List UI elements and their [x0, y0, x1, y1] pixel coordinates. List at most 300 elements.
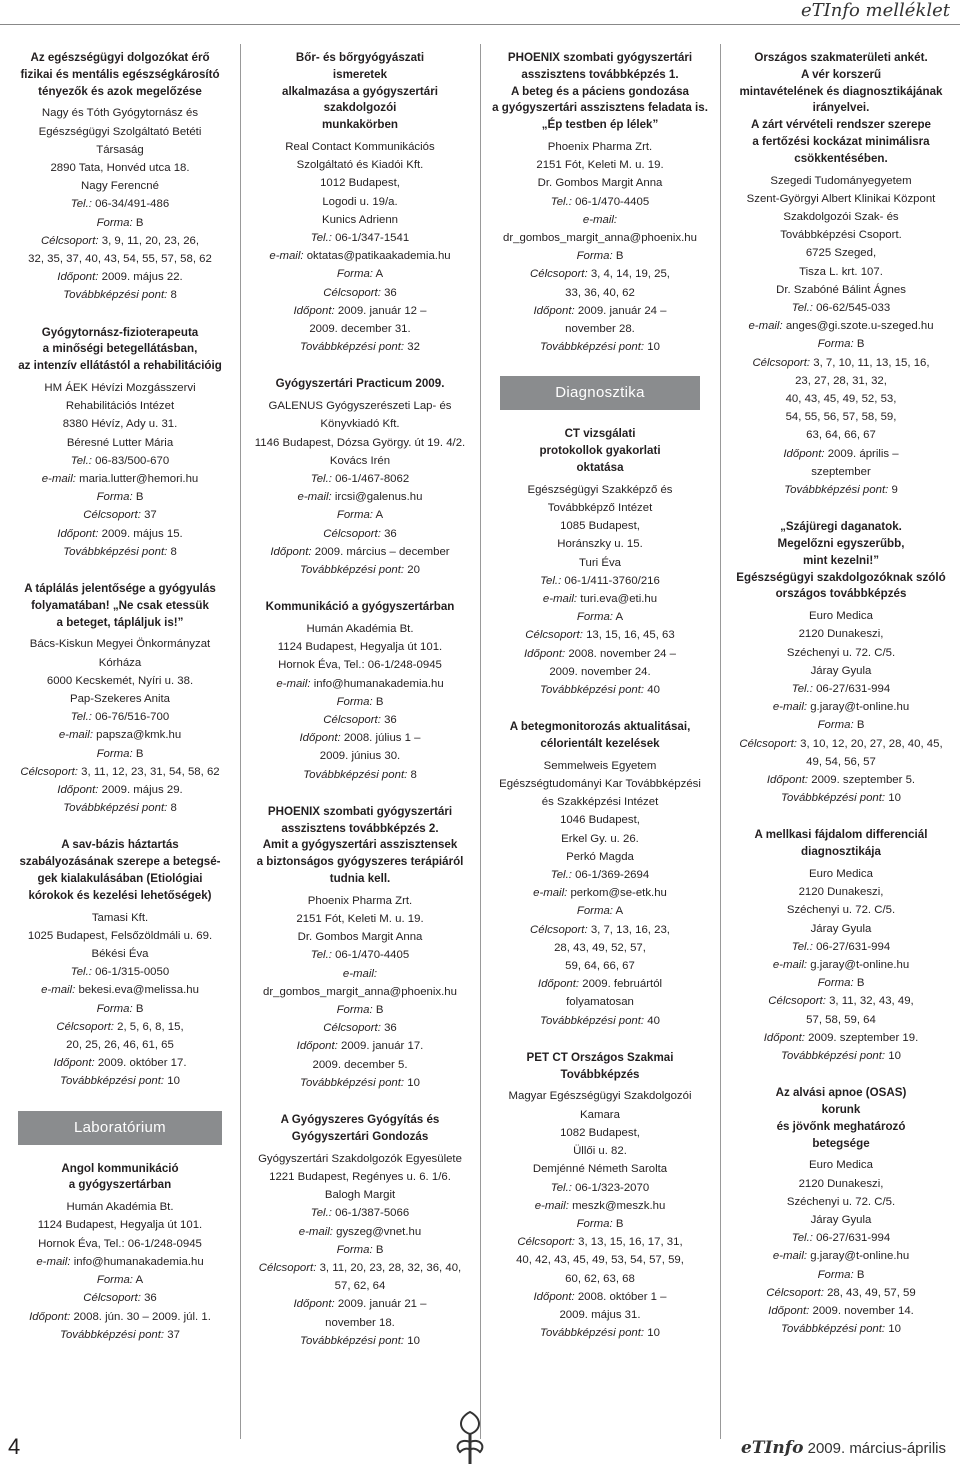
detail-line [246, 1332, 474, 1350]
detail-line [486, 993, 714, 1011]
detail-line [4, 1198, 236, 1216]
course-title-line: PHOENIX szombati gyógyszertári [267, 804, 453, 818]
detail-value: 32, 35, 37, 40, 43, 54, 55, 57, 58, 62 [28, 253, 212, 266]
course-entry [246, 1112, 474, 1350]
detail-line [726, 263, 956, 281]
detail-value: B [135, 1002, 144, 1015]
detail-label: Tel.: [550, 195, 572, 208]
course-title-line: Továbbképzés [560, 1067, 640, 1081]
detail-value[interactable]: gyszeg@vnet.hu [336, 1225, 422, 1238]
detail-value: B [615, 1217, 624, 1230]
detail-line [246, 1150, 474, 1168]
course-entry [4, 581, 236, 817]
course-title [246, 376, 474, 393]
section-header: Laboratórium [18, 1111, 222, 1145]
detail-line [246, 434, 474, 452]
column-divider [240, 44, 241, 1439]
detail-line [486, 535, 714, 553]
detail-label: Időpont: [296, 1040, 338, 1053]
detail-line [726, 1047, 956, 1065]
detail-line [726, 281, 956, 299]
detail-line [246, 1001, 474, 1019]
detail-value: 06-1/470-4405 [575, 195, 650, 208]
detail-value: B [135, 747, 144, 760]
detail-value: Egészségtudományi Kar Továbbképzési [499, 778, 701, 791]
detail-line [486, 211, 714, 229]
detail-label: Időpont: [270, 545, 312, 558]
detail-value: 2009. május 15. [101, 527, 183, 540]
detail-value: Széchenyi u. 72. C/5. [786, 904, 896, 917]
detail-value: 2009. május 22. [101, 271, 183, 284]
course-title [246, 804, 474, 888]
detail-value: Szent-Györgyi Albert Klinikai Központ [746, 192, 936, 205]
detail-value: 06-1/411-3760/216 [564, 574, 660, 587]
detail-line [4, 250, 236, 268]
detail-label: Forma: [817, 719, 854, 732]
detail-label: e-mail: [342, 967, 378, 980]
detail-line [486, 284, 714, 302]
course-title-line: tudnia kell. [329, 872, 391, 886]
detail-value[interactable]: anges@gi.szote.u-szeged.hu [785, 320, 934, 333]
detail-value: 06-76/516-700 [95, 711, 170, 724]
detail-label: Időpont: [533, 304, 575, 317]
detail-value[interactable]: dr_gombos_margit_anna@phoenix.hu [503, 232, 697, 244]
detail-line [726, 445, 956, 463]
detail-value[interactable]: dr_gombos_margit_anna@phoenix.hu [263, 985, 457, 998]
detail-label: Időpont: [293, 1298, 335, 1311]
course-title [486, 50, 714, 134]
detail-line [486, 499, 714, 517]
detail-value: 2009. szeptember 5. [811, 774, 916, 787]
detail-line [486, 757, 714, 775]
detail-line [486, 645, 714, 663]
detail-line [726, 644, 956, 662]
detail-line [486, 775, 714, 793]
detail-label: Tel.: [540, 574, 562, 587]
detail-value: 1124 Budapest, Hegyalja út 101. [277, 641, 443, 654]
course-entry [246, 50, 474, 356]
course-entry [486, 719, 714, 1030]
detail-line [246, 415, 474, 433]
detail-line [486, 229, 714, 247]
detail-value: 06-1/387-5066 [335, 1207, 410, 1220]
detail-line [726, 481, 956, 499]
detail-line [4, 452, 236, 470]
detail-value: 36 [384, 286, 397, 299]
detail-line [486, 681, 714, 699]
course-title-line: A beteg és a páciens gondozása [510, 84, 690, 98]
column-3 [486, 50, 714, 1362]
detail-value: 3, 7, 13, 16, 23, [590, 923, 670, 936]
detail-value: 2120 Dunakeszi, [798, 628, 884, 641]
detail-value: 3, 11, 12, 23, 31, 54, 58, 62 [81, 765, 220, 778]
detail-value[interactable]: bekesi.eva@melissa.hu [78, 984, 199, 997]
detail-line [4, 763, 236, 781]
detail-value: B [856, 338, 865, 351]
detail-line [4, 672, 236, 690]
detail-value: 3, 7, 10, 11, 13, 15, 16, [813, 356, 930, 369]
detail-line [726, 426, 956, 444]
detail-line [246, 470, 474, 488]
detail-value: 2009. január 21 – [337, 1298, 427, 1311]
detail-value: 10 [888, 1050, 901, 1063]
course-title-line: a minőségi betegellátásban, [42, 342, 198, 356]
detail-value[interactable]: info@humanakademia.hu [313, 677, 444, 690]
detail-value[interactable]: g.jaray@t-online.hu [810, 1250, 910, 1263]
detail-line [726, 920, 956, 938]
detail-value[interactable]: info@humanakademia.hu [73, 1255, 204, 1268]
detail-value[interactable]: g.jaray@t-online.hu [810, 959, 910, 972]
detail-line [726, 698, 956, 716]
detail-label: Forma: [817, 1268, 854, 1281]
detail-line [246, 1186, 474, 1204]
detail-line [726, 938, 956, 956]
detail-line [246, 1037, 474, 1055]
course-title-line: a gyógyszertárban [68, 1178, 172, 1192]
footer-date: 2009. március-április [807, 1440, 946, 1457]
detail-line [4, 286, 236, 304]
detail-value: Logodi u. 19/a. [322, 195, 398, 208]
column-4 [726, 50, 956, 1359]
detail-value: 3, 11, 20, 23, 28, 32, 36, 40, [319, 1261, 462, 1274]
detail-value: Dr. Gombos Margit Anna [297, 931, 423, 944]
detail-line [4, 799, 236, 817]
detail-line [726, 974, 956, 992]
detail-line [486, 1142, 714, 1160]
detail-label: Időpont: [57, 784, 99, 797]
detail-value: Dr. Szabóné Bálint Ágnes [776, 283, 906, 296]
detail-value: 2008. jún. 30 – 2009. júl. 1. [73, 1310, 211, 1323]
detail-line [246, 488, 474, 506]
detail-label: Forma: [336, 1004, 373, 1017]
course-entry [4, 1161, 236, 1344]
detail-value[interactable]: papsza@kmk.hu [96, 729, 182, 742]
detail-value: 8 [410, 768, 417, 781]
detail-value: Euro Medica [809, 1159, 873, 1172]
detail-line [4, 635, 236, 653]
column-1 [4, 50, 236, 1364]
detail-value: 2008. október 1 – [577, 1290, 667, 1303]
course-title-line: Gyógytornász-fizioterapeuta [41, 325, 199, 339]
detail-line [4, 1072, 236, 1090]
detail-value: Széchenyi u. 72. C/5. [786, 1195, 896, 1208]
course-title-line: alkalmazása a gyógyszertári [282, 84, 438, 98]
detail-line [4, 123, 236, 141]
detail-label: Tel.: [70, 198, 92, 211]
detail-value: november 28. [565, 323, 635, 336]
detail-line [4, 927, 236, 945]
detail-line [726, 244, 956, 262]
course-title-line: PET CT Országos Szakmai [526, 1050, 674, 1064]
detail-line [4, 195, 236, 213]
detail-value: Euro Medica [809, 610, 873, 623]
detail-label: Forma: [576, 611, 613, 624]
detail-value: 2890 Tata, Honvéd utca 18. [50, 162, 190, 174]
detail-label: Forma: [576, 250, 613, 263]
detail-value: Járay Gyula [810, 1214, 872, 1227]
detail-value: Magyar Egészségügyi Szakdolgozói [508, 1090, 692, 1103]
detail-value[interactable]: ircsi@galenus.hu [334, 491, 423, 504]
detail-label: Forma: [817, 977, 854, 990]
detail-line [726, 317, 956, 335]
detail-value: 8 [170, 545, 177, 558]
detail-label: Célcsoport: [323, 527, 381, 540]
detail-value: 10 [167, 1075, 180, 1088]
detail-value: 1146 Budapest, Dózsa György. út 19. 4/2. [254, 436, 466, 449]
detail-line [246, 1019, 474, 1037]
section-header: Diagnosztika [500, 376, 700, 410]
detail-label: Célcsoport: [323, 1022, 381, 1035]
detail-value: B [615, 250, 624, 263]
detail-value: Dr. Gombos Margit Anna [537, 177, 663, 190]
detail-line [4, 909, 236, 927]
detail-line [4, 963, 236, 981]
detail-value: 2009. október 17. [97, 1057, 187, 1070]
detail-label: Továbbképzési pont: [781, 1323, 886, 1336]
course-title-line: betegsége [812, 1136, 870, 1150]
detail-value: 40, 42, 43, 45, 49, 53, 54, 57, 59, [516, 1254, 684, 1267]
detail-value: 3, 9, 11, 20, 23, 26, [101, 234, 200, 247]
detail-label: Célcsoport: [323, 286, 381, 299]
detail-value: Humán Akadémia Bt. [66, 1201, 174, 1214]
detail-value: 2009. november 14. [812, 1305, 914, 1318]
detail-line [246, 543, 474, 561]
detail-line [726, 1193, 956, 1211]
detail-value: B [856, 977, 865, 990]
course-entry [726, 519, 956, 807]
course-title-line: Gyógyszertári Gondozás [291, 1129, 429, 1143]
course-title-line: mint kezelni!” [802, 553, 880, 567]
detail-line [4, 708, 236, 726]
detail-line [726, 901, 956, 919]
detail-label: Továbbképzési pont: [540, 684, 645, 697]
detail-value: 60, 62, 63, 68 [565, 1272, 635, 1285]
detail-line [726, 1302, 956, 1320]
detail-line [246, 302, 474, 320]
detail-line [4, 177, 236, 195]
detail-label: Forma: [96, 747, 133, 760]
detail-value: 36 [384, 1022, 397, 1035]
detail-value: 06-1/323-2070 [575, 1181, 650, 1194]
detail-label: Tel.: [310, 949, 332, 962]
detail-value: 32 [407, 341, 420, 354]
detail-value: Békési Éva [91, 948, 149, 961]
detail-value: szeptember [811, 465, 871, 478]
detail-line [726, 463, 956, 481]
course-entry [246, 376, 474, 579]
detail-line [246, 656, 474, 674]
detail-line [246, 193, 474, 211]
detail-value: 1082 Budapest, [560, 1126, 640, 1139]
detail-line [486, 590, 714, 608]
detail-line [246, 1204, 474, 1222]
detail-label: Időpont: [53, 1057, 95, 1070]
course-entry [726, 50, 956, 499]
detail-value: 3, 4, 14, 19, 25, [590, 268, 670, 281]
detail-label: Időpont: [768, 1305, 810, 1318]
detail-value: 28, 43, 49, 57, 59 [827, 1286, 916, 1299]
course-title-line: célorientált kezelések [540, 737, 660, 751]
detail-label: e-mail: [534, 1199, 569, 1212]
course-title [4, 325, 236, 375]
detail-line [726, 354, 956, 372]
detail-value: 8 [170, 802, 177, 815]
detail-value: Bács-Kiskun Megyei Önkormányzat [29, 638, 211, 651]
course-title-line: A sav-bázis háztartás [61, 838, 179, 852]
detail-value: A [375, 268, 384, 281]
detail-label: Forma: [336, 1243, 373, 1256]
detail-line [246, 711, 474, 729]
detail-value: 36 [144, 1292, 157, 1305]
detail-line [486, 1233, 714, 1251]
detail-line [4, 1018, 236, 1036]
detail-value: Járay Gyula [810, 922, 872, 935]
detail-line [726, 716, 956, 734]
course-title-line: folyamatában! „Ne csak etessük [31, 598, 209, 612]
detail-label: Célcsoport: [525, 629, 583, 642]
detail-label: Időpont: [29, 1310, 71, 1323]
detail-label: e-mail: [772, 959, 808, 972]
detail-line [4, 159, 236, 177]
detail-label: Tel.: [791, 940, 813, 953]
detail-line [4, 415, 236, 433]
detail-value: 3, 13, 15, 16, 17, 31, [578, 1236, 683, 1249]
detail-line [4, 232, 236, 250]
course-title-line: csökkentésében. [794, 151, 888, 165]
detail-line [726, 992, 956, 1010]
course-title-line: az intenzív ellátástól a rehabilitációig [18, 359, 222, 373]
detail-value: Demjénné Németh Sarolta [532, 1163, 668, 1176]
detail-line [726, 1011, 956, 1029]
detail-line [246, 1277, 474, 1295]
course-title-line: Kommunikáció a gyógyszertárban [265, 600, 455, 614]
detail-line [4, 745, 236, 763]
footer-brand [741, 1438, 946, 1458]
detail-value[interactable]: g.jaray@t-online.hu [810, 701, 910, 714]
detail-line [4, 1054, 236, 1072]
course-title-line: szakdolgozói [323, 101, 397, 115]
detail-line [4, 470, 236, 488]
course-title-line: diagnosztikája [801, 845, 881, 859]
detail-value: Kovács Irén [329, 454, 391, 467]
detail-value[interactable]: meszk@meszk.hu [572, 1199, 666, 1212]
detail-value: és Szakképzési Intézet [541, 796, 659, 809]
detail-value: Béresné Lutter Mária [66, 436, 174, 449]
course-title-line: Gyógyszertári Practicum 2009. [275, 377, 445, 391]
detail-value: 20, 25, 26, 46, 61, 65 [66, 1039, 174, 1052]
detail-value: Semmelweis Egyetem [543, 759, 657, 772]
detail-value: GALENUS Gyógyszerészeti Lap- és [268, 400, 452, 413]
course-title-line: asszisztens továbbképzés 1. [521, 67, 679, 81]
detail-line [486, 1215, 714, 1233]
detail-line [246, 156, 474, 174]
detail-line [486, 302, 714, 320]
course-title-line: Egészségügyi szakdolgozóknak szóló [736, 570, 946, 584]
detail-value: Tamasi Kft. [91, 911, 149, 924]
detail-line [486, 830, 714, 848]
detail-label: Időpont: [524, 647, 566, 660]
detail-label: e-mail: [276, 677, 311, 690]
detail-line [4, 543, 236, 561]
detail-value[interactable]: maria.lutter@hemori.hu [79, 473, 199, 486]
detail-label: Továbbképzési pont: [540, 1327, 645, 1340]
detail-value: 06-83/500-670 [95, 454, 170, 467]
column-divider [480, 44, 481, 1439]
detail-value: 06-1/315-0050 [95, 966, 170, 979]
detail-value: Egészségügyi Szolgáltató Betéti [38, 125, 202, 138]
detail-value: 2009. június 30. [319, 750, 401, 763]
detail-value: Nagy Ferencné [81, 180, 159, 193]
course-title [486, 1050, 714, 1084]
course-title [4, 581, 236, 631]
detail-label: e-mail: [41, 984, 76, 997]
detail-value: 10 [647, 341, 660, 354]
detail-value: 36 [384, 714, 397, 727]
detail-line [246, 910, 474, 928]
detail-value: Könyvkiadó Kft. [320, 418, 400, 431]
course-entry [486, 1050, 714, 1342]
detail-value[interactable]: oktatas@patikaakademia.hu [306, 250, 451, 263]
detail-value: 10 [888, 792, 901, 805]
detail-value: 49, 54, 56, 57 [806, 755, 876, 768]
detail-label: Továbbképzési pont: [300, 564, 405, 577]
course-title-line: szabályozásának szerepe a betegsé- [19, 855, 221, 869]
course-title-line: kórokok és kezelési lehetőségek) [28, 888, 212, 902]
detail-line [246, 892, 474, 910]
detail-line [246, 1241, 474, 1259]
detail-value: Szegedi Tudományegyetem [770, 174, 912, 187]
detail-value: 8 [170, 289, 177, 302]
detail-label: Továbbképzési pont: [63, 289, 168, 302]
detail-label: Időpont: [533, 1290, 575, 1303]
detail-label: Továbbképzési pont: [781, 1050, 886, 1063]
detail-line [246, 946, 474, 964]
detail-line [486, 1160, 714, 1178]
detail-line [726, 753, 956, 771]
detail-label: Forma: [96, 1274, 133, 1287]
course-title-line: „Szájüregi daganatok. [780, 520, 902, 534]
detail-value: 2008. november 24 – [568, 647, 676, 660]
course-title [246, 50, 474, 134]
detail-line [486, 848, 714, 866]
detail-line [246, 229, 474, 247]
course-title [726, 519, 956, 603]
detail-value[interactable]: turi.eva@eti.hu [580, 593, 658, 606]
detail-value: Hornok Éva, Tel.: 06-1/248-0945 [38, 1237, 202, 1250]
detail-line [726, 662, 956, 680]
detail-line [246, 284, 474, 302]
detail-value: 37 [144, 509, 157, 522]
detail-value: Nagy és Tóth Gyógytornász és [41, 107, 199, 120]
detail-label: Célcsoport: [83, 1292, 141, 1305]
course-title-line: A zárt vérvételi rendszer szerepe [750, 118, 931, 132]
detail-line [4, 726, 236, 744]
detail-line [726, 956, 956, 974]
detail-label: e-mail: [269, 250, 304, 263]
detail-line [246, 983, 474, 1001]
detail-line [726, 1156, 956, 1174]
detail-label: Továbbképzési pont: [781, 792, 886, 805]
detail-value[interactable]: perkom@se-etk.hu [570, 887, 667, 900]
detail-value: Szakdolgozói Szak- és [783, 210, 899, 223]
detail-line [4, 1289, 236, 1307]
detail-label: Tel.: [310, 473, 332, 486]
detail-label: Célcsoport: [83, 509, 141, 522]
detail-value: Erkel Gy. u. 26. [561, 832, 639, 845]
detail-value: 36 [384, 527, 397, 540]
detail-value: Real Contact Kommunikációs [285, 140, 435, 153]
detail-label: Forma: [576, 1217, 613, 1230]
